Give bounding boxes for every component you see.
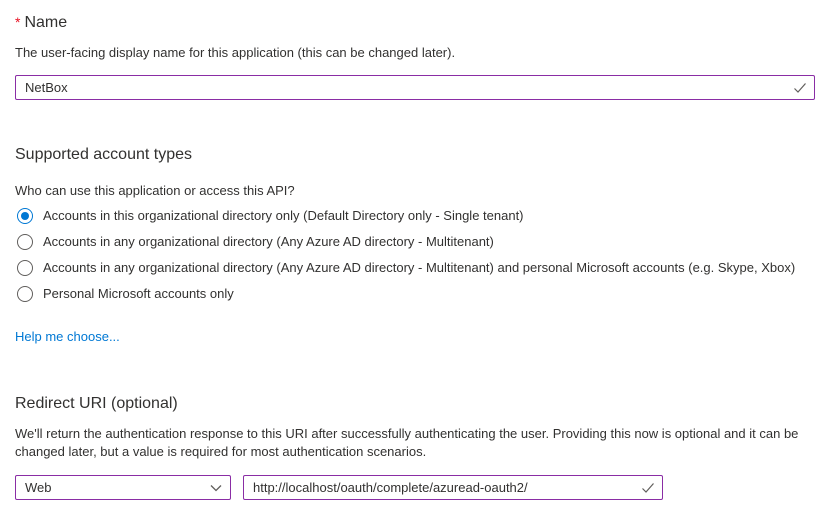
name-description: The user-facing display name for this application (this can be changed later). [15,45,456,60]
name-input[interactable] [16,76,814,99]
account-types-radio-group [15,203,815,307]
radio-option-single-tenant[interactable] [15,203,815,229]
radio-option-multitenant-personal[interactable] [15,255,815,281]
name-title-text: Name [24,14,68,31]
redirect-uri-input[interactable] [244,476,662,499]
account-types-question: Who can use this application or access this API? [15,183,295,198]
radio-unselected-icon[interactable] [17,260,33,276]
chevron-down-icon [210,484,222,492]
supported-account-types-section [15,144,815,346]
redirect-uri-title: Redirect URI (optional) [15,395,178,412]
help-me-choose-link[interactable]: Help me choose... [15,329,120,344]
redirect-uri-input-container [243,475,663,500]
valid-checkmark-icon [793,82,807,94]
redirect-uri-description: We'll return the authentication response to this URI after successfully authenticating the user. Providing this now is optional and it can be changed later, but a value is required for most authentication scenarios. [15,426,799,459]
radio-option-label: Accounts in any organizational directory (Any Azure AD directory - Multitenant) and personal Microsoft accounts (e.g. Skype, Xbox) [43,260,796,275]
radio-option-personal-only[interactable] [15,281,815,307]
name-input-container [15,75,815,100]
name-section-title [15,12,815,33]
radio-unselected-icon[interactable] [17,286,33,302]
valid-checkmark-icon [641,482,655,494]
radio-option-label: Personal Microsoft accounts only [43,286,234,301]
account-types-title: Supported account types [15,146,193,163]
radio-option-multitenant[interactable] [15,229,815,255]
radio-option-label: Accounts in any organizational directory (Any Azure AD directory - Multitenant) [43,234,494,249]
platform-select-dropdown[interactable] [15,475,231,500]
redirect-uri-section [15,393,815,500]
redirect-uri-controls [15,475,815,500]
required-asterisk: * [15,14,21,30]
radio-selected-icon[interactable] [17,208,33,224]
radio-unselected-icon[interactable] [17,234,33,250]
platform-selected-value: Web [25,480,52,495]
radio-option-label: Accounts in this organizational directory only (Default Directory only - Single tenant) [43,208,524,223]
